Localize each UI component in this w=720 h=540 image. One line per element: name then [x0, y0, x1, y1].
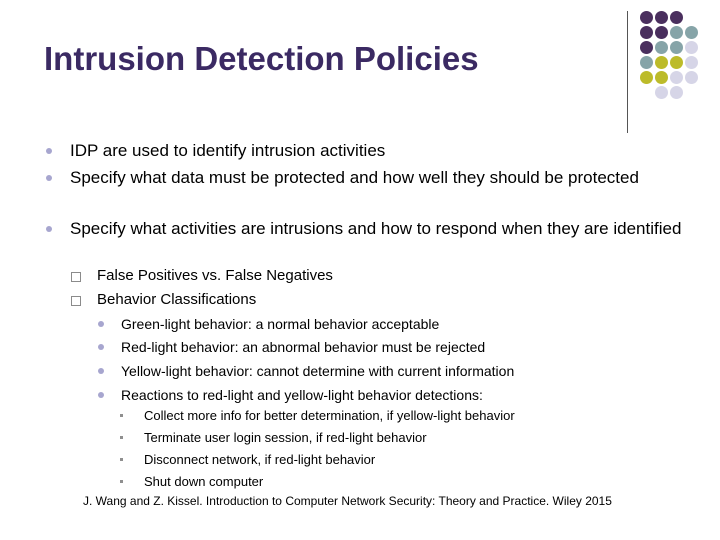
- bullet-dot: [98, 321, 104, 327]
- bullet-dot: [46, 226, 52, 232]
- decorative-dot: [670, 41, 683, 54]
- reaction-text: Shut down computer: [144, 474, 264, 489]
- square-bullet: [120, 436, 123, 439]
- decorative-dot: [640, 56, 653, 69]
- behavior-text: Green-light behavior: a normal behavior acceptable: [121, 316, 440, 332]
- decorative-dot: [655, 86, 668, 99]
- bullet-text: Specify what activities are intrusions and how to respond when they are identified: [70, 219, 682, 238]
- behavior-text: Reactions to red-light and yellow-light behavior detections:: [121, 387, 483, 403]
- decorative-dot: [685, 56, 698, 69]
- decorative-dot: [670, 71, 683, 84]
- decorative-dot: [670, 26, 683, 39]
- bullet-dot: [98, 368, 104, 374]
- decorative-dot: [640, 11, 653, 24]
- decorative-dot: [670, 11, 683, 24]
- decorative-dot: [655, 41, 668, 54]
- bullet-text: Specify what data must be protected and how well they should be protected: [70, 168, 639, 187]
- square-bullet: [120, 480, 123, 483]
- bullet-dot: [46, 175, 52, 181]
- decorative-dot: [670, 56, 683, 69]
- reaction-text: Terminate user login session, if red-light behavior: [144, 430, 427, 445]
- square-bullet: [120, 414, 123, 417]
- citation: J. Wang and Z. Kissel. Introduction to Computer Network Security: Theory and Practice. Wiley 2015: [83, 494, 612, 508]
- decorative-dot: [640, 41, 653, 54]
- decorative-dot: [685, 41, 698, 54]
- bullet-dot: [46, 148, 52, 154]
- bullet-text: IDP are used to identify intrusion activities: [70, 141, 386, 160]
- decorative-dot: [655, 26, 668, 39]
- decorative-dot: [640, 26, 653, 39]
- sub-bullet-text: False Positives vs. False Negatives: [97, 267, 333, 284]
- decorative-dot: [685, 71, 698, 84]
- square-bullet: [120, 458, 123, 461]
- reaction-text: Collect more info for better determination, if yellow-light behavior: [144, 408, 515, 423]
- checkbox-bullet-icon: [71, 296, 81, 306]
- behavior-text: Red-light behavior: an abnormal behavior must be rejected: [121, 339, 486, 355]
- decorative-divider: [627, 11, 628, 133]
- checkbox-bullet-icon: [71, 272, 81, 282]
- decorative-dot: [685, 26, 698, 39]
- decorative-dot: [640, 71, 653, 84]
- sub-bullet-text: Behavior Classifications: [97, 291, 257, 308]
- decorative-dot: [655, 56, 668, 69]
- decorative-dot-grid: [0, 0, 720, 140]
- decorative-dot: [655, 71, 668, 84]
- bullet-dot: [98, 344, 104, 350]
- decorative-dot: [655, 11, 668, 24]
- behavior-text: Yellow-light behavior: cannot determine with current information: [121, 363, 515, 379]
- reaction-text: Disconnect network, if red-light behavior: [144, 452, 376, 467]
- bullet-dot: [98, 392, 104, 398]
- slide-title: Intrusion Detection Policies: [44, 40, 479, 77]
- decorative-dot: [670, 86, 683, 99]
